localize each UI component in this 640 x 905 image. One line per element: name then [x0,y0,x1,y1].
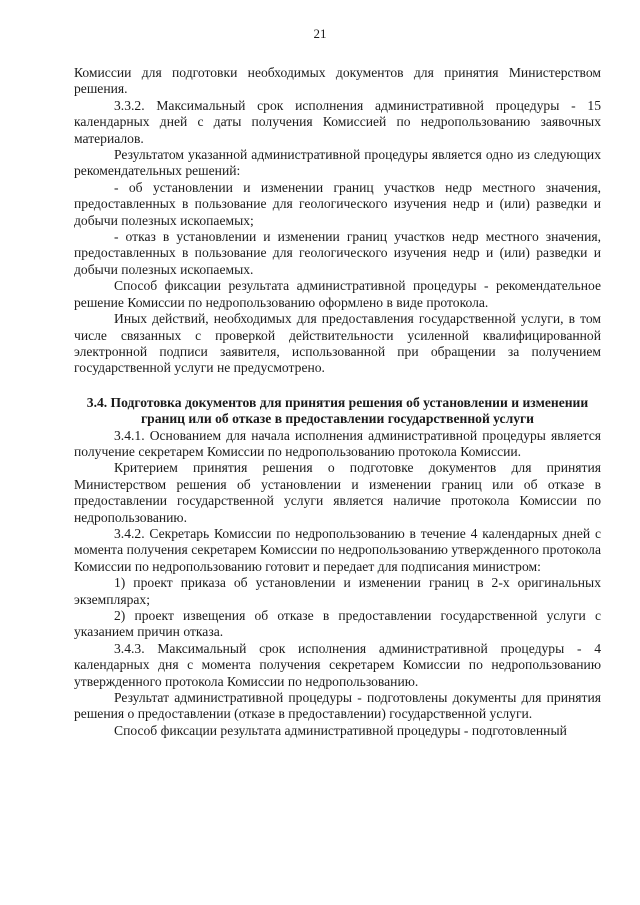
document-body [74,65,601,739]
section-heading: 3.4. Подготовка документов для принятия решения об установлении и изменении границ или об отказе в предоставлении государственной услуги [86,394,589,427]
paragraph: Способ фиксации результата административной процедуры - подготовленный [114,722,567,738]
paragraph: Комиссии для подготовки необходимых документов для принятия Министерством решения. [74,65,601,97]
paragraph: Критерием принятия решения о подготовке документов для принятия Министерством решения об установлении и изменении границ или об отказе в предоставлении государственной услуги является наличие протокола Комиссии по недропользованию. [74,460,601,525]
paragraph: 3.4.2. Секретарь Комиссии по недропользованию в течение 4 календарных дней с момента получения секретарем Комиссии по недропользованию утвержденного протокола Комиссии по недропользованию готовит и передает для подписания министром: [74,525,601,574]
paragraph: 3.4.3. Максимальный срок исполнения административной процедуры - 4 календарных дня с момента получения секретарем Комиссии по недропользованию утвержденного протокола Комиссии по недропользованию. [74,640,601,689]
page-number: 21 [313,26,327,41]
paragraphs-after [74,428,601,740]
paragraph: Иных действий, необходимых для предоставления государственной услуги, в том числе связанных с проверкой действительности усиленной квалифицированной электронной подписи заявителя, использованной при обращении за получением государственной услуги не предусмотрено. [74,311,601,376]
paragraph: - отказ в установлении и изменении границ участков недр местного значения, предоставленных в пользование для геологического изучения недр и (или) разведки и добычи полезных ископаемых. [74,229,601,277]
paragraph: 2) проект извещения об отказе в предоставлении государственной услуги с указанием причин отказа. [74,608,601,640]
section-spacer [74,377,601,395]
paragraph: 3.4.1. Основанием для начала исполнения административной процедуры является получение секретарем Комиссии по недропользованию протокола Комиссии. [74,427,601,459]
paragraph: 3.3.2. Максимальный срок исполнения административной процедуры - 15 календарных дней с даты получения Комиссией по недропользованию заявочных материалов. [74,97,601,146]
paragraphs-before [74,65,601,377]
paragraph: Результат административной процедуры - подготовлены документы для принятия решения о предоставлении (отказе в предоставлении) государственной услуги. [74,690,601,722]
paragraph: 1) проект приказа об установлении и изменении границ в 2-х оригинальных экземплярах; [74,575,601,607]
paragraph: Способ фиксации результата административной процедуры - рекомендательное решение Комиссии по недропользованию оформлено в виде протокола. [74,278,601,310]
paragraph: Результатом указанной административной процедуры является одно из следующих рекомендательных решений: [74,147,601,179]
paragraph: - об установлении и изменении границ участков недр местного значения, предоставленных в пользование для геологического изучения недр и (или) разведки и добычи полезных ископаемых; [74,179,601,228]
